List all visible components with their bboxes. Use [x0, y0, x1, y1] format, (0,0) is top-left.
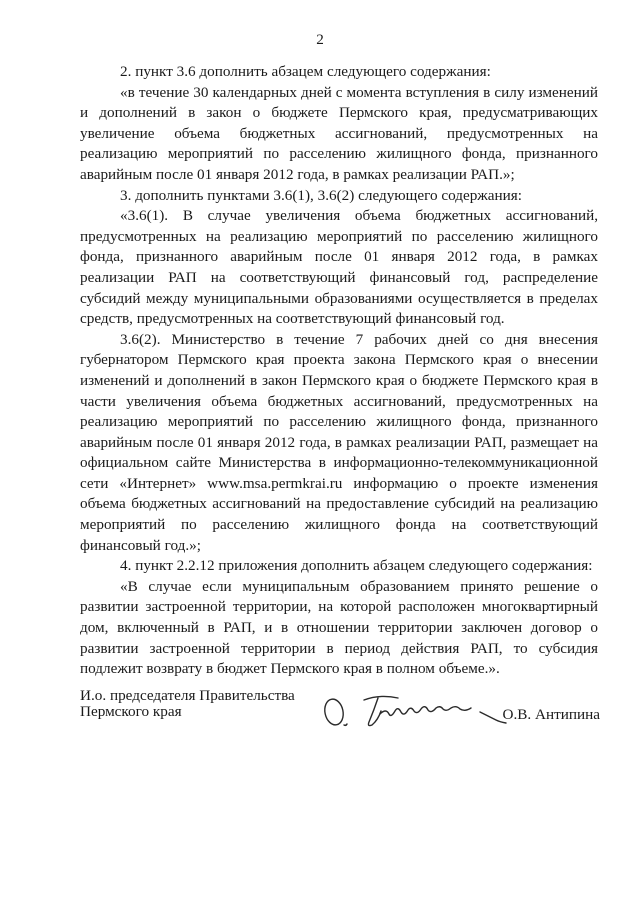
signature-block [80, 688, 600, 748]
paragraph-quote-2-2-12: «В случае если муниципальным образованием принято решение о развитии застроенной территории, на которой расположен многоквартирный дом, включенный в РАП, и в отношении территории заключен договор о развитии застроенной территории в период действия РАП, то субсидия подлежит возврату в бюджет Пермского края в полном объеме.». [80, 577, 598, 678]
handwritten-signature [320, 688, 510, 734]
signatory-name: О.В. Антипина [502, 706, 600, 723]
paragraph-item-4: 4. пункт 2.2.12 приложения дополнить абзацем следующего содержания: [120, 557, 593, 575]
paragraph-item-2: 2. пункт 3.6 дополнить абзацем следующего содержания: [120, 63, 491, 80]
paragraph-quote-3-6: «в течение 30 календарных дней с момента вступления в силу изменений и дополнений в закон о бюджете Пермского края, предусматривающих увеличение объема бюджетных ассигнований, предусмотренных на реализацию мероприятий по расселению жилищного фонда, признанного аварийным после 01 января 2012 года, в рамках реализации РАП.»; [80, 83, 598, 183]
signatory-title-line-1: И.о. председателя Правительства [80, 687, 295, 704]
signatory-title-line-2: Пермского края [80, 703, 182, 720]
signatory-title [80, 688, 295, 720]
paragraph-item-3: 3. дополнить пунктами 3.6(1), 3.6(2) следующего содержания: [120, 186, 522, 204]
paragraph-3-6-1: «3.6(1). В случае увеличения объема бюджетных ассигнований, предусмотренных на реализацию мероприятий по расселению жилищного фонда, признанного аварийным после 01 января 2012 года, в рамках реализации РАП на соответствующий финансовый год, распределение субсидий между муниципальными образованиями осуществляется в пределах средств, предусмотренных на соответствующий финансовый год. [80, 207, 598, 328]
paragraph-3-6-2: 3.6(2). Министерство в течение 7 рабочих дней со дня внесения губернатором Пермского края проекта закона Пермского края о внесении изменений и дополнений в закон Пермского края о бюджете Пермского края в части увеличения объема бюджетных ассигнований, предусмотренных на реализацию мероприятий по расселению жилищного фонда, признанного аварийным после 01 января 2012 года, в рамках реализации РАП, размещает на официальном сайте Министерства в информационно-телекоммуникационной сети «Интернет» www.msa.permkrai.ru информацию о проекте изменения объема бюджетных ассигнований на предоставление субсидий на реализацию мероприятий по расселению жилищного фонда на соответствующий финансовый год.»; [80, 330, 598, 554]
page-number: 2 [316, 31, 324, 48]
document-body [80, 62, 598, 680]
